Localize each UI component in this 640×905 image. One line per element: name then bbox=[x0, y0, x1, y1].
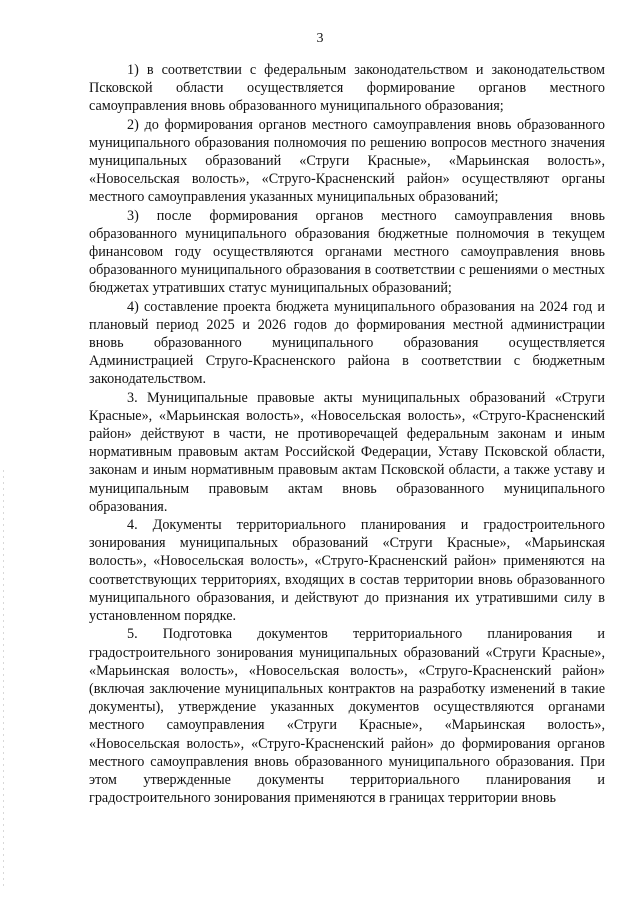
paragraph-2: 2) до формирования органов местного самоуправления вновь образованного муниципального образования полномочия по решению вопросов местного значения муниципальных образований «Струги Красные», «Марьинская волость», «Новосельская волость», «Струго-Красненский район» осуществляют органы местного самоуправления указанных муниципальных образований; bbox=[89, 116, 605, 206]
paragraph-3: 3) после формирования органов местного самоуправления вновь образованного муниципального образования бюджетные полномочия в текущем финансовом году осуществляются органами местного самоуправления вновь образованного муниципального образования в соответствии с решениями о местных бюджетах утративших статус муниципальных образований; bbox=[89, 207, 605, 297]
paragraph-5: 3. Муниципальные правовые акты муниципальных образований «Струги Красные», «Марьинская волость», «Новосельская волость», «Струго-Красненский район» действуют в части, не противоречащей федеральным законам и иным нормативным правовым актам Российской Федерации, Уставу Псковской области, законам и иным нормативным правовым актам Псковской области, а также уставу и муниципальным правовым актам вновь образованного муниципального образования. bbox=[89, 389, 605, 515]
paragraph-7: 5. Подготовка документов территориального планирования и градостроительного зонирования муниципальных образований «Струги Красные», «Марьинская волость», «Новосельская волость», «Струго-Красненский район» (включая заключение муниципальных контрактов на разработку изменений в такие документы), утверждение указанных документов осуществляются органами местного самоуправления «Струги Красные», «Марьинская волость», «Новосельская волость», «Струго-Красненский район» до формирования органов местного самоуправления вновь образованного муниципального образования. При этом утвержденные документы территориального планирования и градостроительного зонирования применяются в границах территории вновь bbox=[89, 626, 605, 807]
paragraph-4: 4) составление проекта бюджета муниципального образования на 2024 год и плановый период 2025 и 2026 годов до формирования местной администрации вновь образованного муниципального образования осуществляется Администрацией Струго-Красненского района в соответствии с бюджетным законодательством. bbox=[89, 298, 605, 388]
paragraph-1: 1) в соответствии с федеральным законодательством и законодательством Псковской области осуществляется формирование органов местного самоуправления вновь образованного муниципального образования; bbox=[89, 62, 605, 115]
page-number: 3 bbox=[316, 31, 324, 46]
paragraph-6: 4. Документы территориального планирования и градостроительного зонирования муниципальных образований «Струги Красные», «Марьинская волость», «Новосельская волость», «Струго-Красненский район» применяются на соответствующих территориях, входящих в состав территории вновь образованного муниципального образования, и действуют до признания их утратившими силу в установленном порядке. bbox=[89, 517, 605, 625]
scan-edge-mark bbox=[3, 470, 4, 890]
document-body bbox=[89, 61, 605, 807]
